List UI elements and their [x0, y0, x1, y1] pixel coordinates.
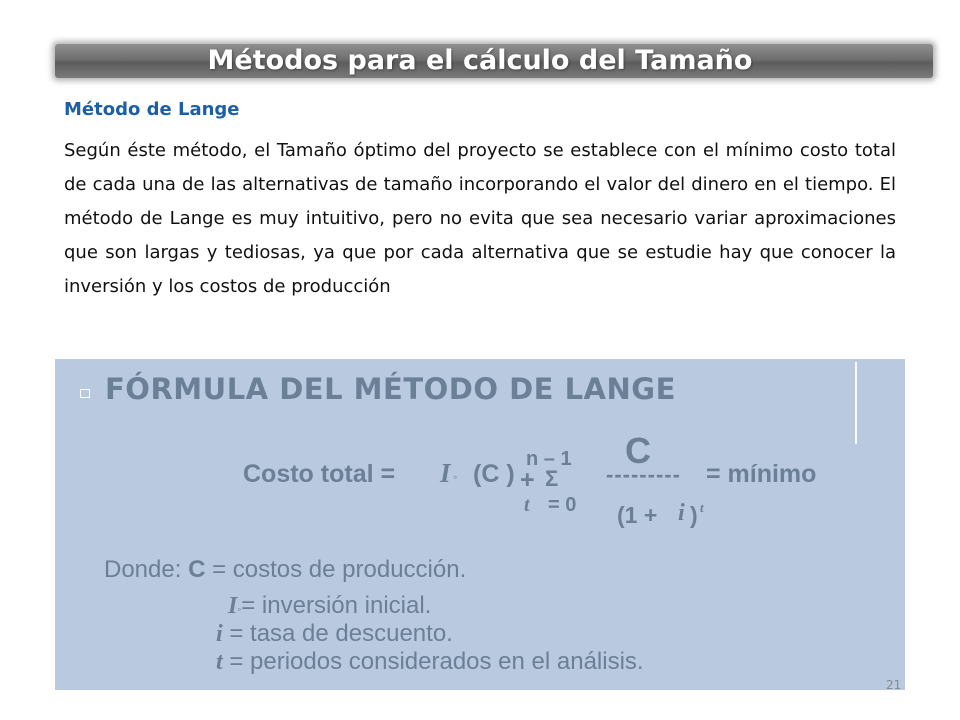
formula-panel [55, 359, 905, 690]
formula-denom-i: i [678, 500, 685, 526]
symbol-c: C [188, 556, 206, 583]
formula-lhs: Costo total = [243, 460, 396, 488]
formula-fraction-line: --------- [606, 462, 681, 487]
definition-t [216, 648, 644, 676]
formula-denominator: (1 + [617, 502, 658, 528]
slide-title: Métodos para el cálculo del Tamaño [207, 45, 753, 76]
formula-lower-t: t [524, 494, 530, 516]
symbol-i0: I [228, 593, 238, 619]
section-subtitle: Método de Lange [64, 99, 240, 120]
formula-heading: FÓRMULA DEL MÉTODO DE LANGE [105, 372, 676, 406]
page-number: 21 [886, 678, 902, 692]
formula-upper-limit: n – 1 [526, 448, 572, 470]
definition-i-text: = tasa de descuento. [222, 620, 453, 647]
definition-i [216, 620, 453, 648]
definition-c [104, 556, 466, 584]
definition-i0 [228, 592, 431, 620]
panel-divider [855, 362, 857, 444]
symbol-i0-sub: ◦ [237, 604, 242, 616]
square-bullet-icon [80, 389, 90, 398]
formula-lower-eq: = 0 [548, 494, 577, 516]
formula-numerator: C [625, 430, 651, 471]
formula-denom-close: ) [690, 502, 698, 528]
symbol-t: t [216, 649, 223, 675]
formula-c-paren: (C ) [473, 460, 515, 488]
definition-i0-text: = inversión inicial. [241, 592, 432, 619]
formula-equals-min: = mínimo [706, 460, 817, 488]
symbol-i: i [216, 621, 223, 647]
formula-plus: + [520, 466, 535, 494]
where-label: Donde: [104, 556, 189, 583]
body-paragraph: Según éste método, el Tamaño óptimo del proyecto se establece con el mínimo costo total de cada una de las alternativas de tamaño incorporando el valor del dinero en el tiempo. El método de Lange es muy intuitivo, pero no evita que sea necesario variar aproximaciones que son largas y tediosas, ya que por cada alternativa que se estudie hay que conocer la inversión y los costos de producción [64, 140, 896, 297]
definition-c-text: = costos de producción. [205, 556, 467, 583]
formula-i0: I [440, 458, 451, 488]
definition-t-text: = periodos considerados en el análisis. [222, 648, 644, 675]
formula-sigma: Σ [545, 466, 559, 491]
formula-denom-exp: t [700, 500, 704, 515]
formula-i0-sub: ◦ [453, 470, 458, 484]
